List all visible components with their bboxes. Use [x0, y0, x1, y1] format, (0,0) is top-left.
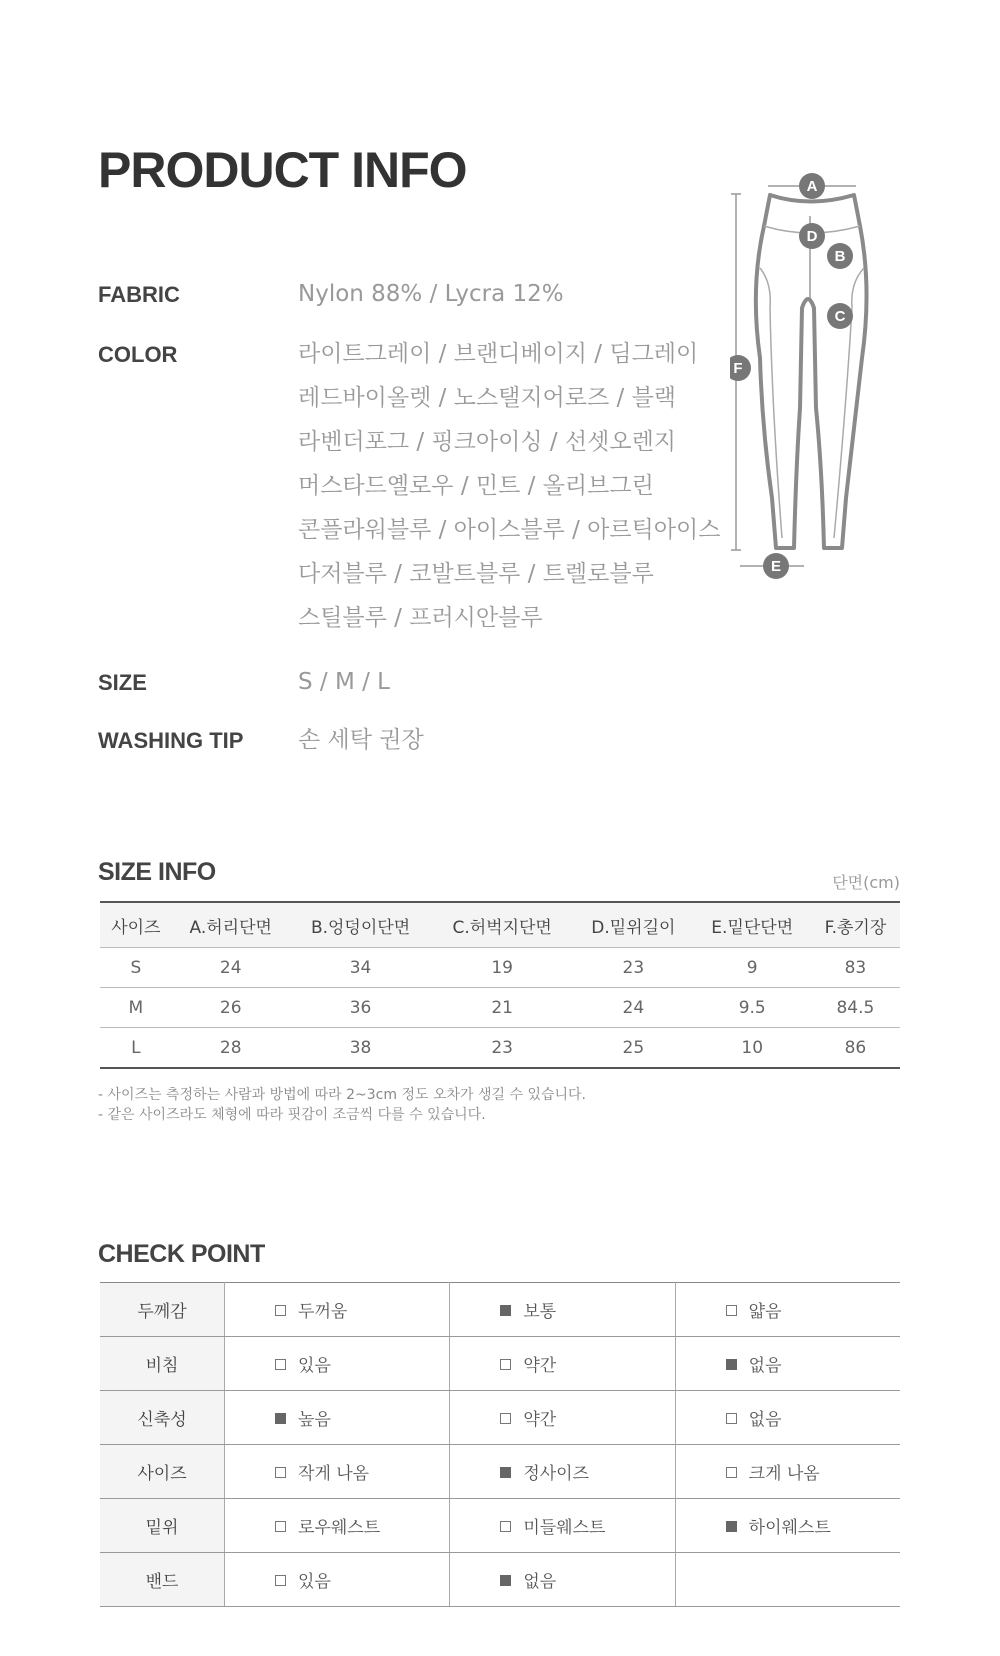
checked-box-icon — [500, 1305, 511, 1316]
leggings-diagram — [730, 168, 910, 588]
svg-text:A: A — [806, 178, 818, 195]
check-option-label: 없음 — [748, 1410, 782, 1430]
table-cell: 24 — [172, 948, 290, 988]
table-cell: L — [100, 1028, 172, 1069]
check-option-label: 로우웨스트 — [298, 1518, 381, 1538]
table-cell: 83 — [811, 948, 900, 988]
checked-box-icon — [500, 1575, 511, 1586]
check-row — [100, 1283, 900, 1337]
table-cell: 21 — [431, 988, 573, 1028]
header-cell: C.허벅지단면 — [431, 902, 573, 948]
check-option — [450, 1283, 675, 1337]
check-option — [450, 1499, 675, 1553]
table-cell: 38 — [290, 1028, 432, 1069]
check-row-label: 두께감 — [100, 1283, 225, 1337]
washing-tip-value: 손 세탁 권장 — [298, 727, 424, 753]
check-option-label: 없음 — [523, 1572, 557, 1592]
check-option-label: 보통 — [523, 1302, 557, 1322]
table-cell: 23 — [573, 948, 694, 988]
header-cell: A.허리단면 — [172, 902, 290, 948]
empty-box-icon — [500, 1359, 511, 1370]
marker-d — [799, 223, 825, 249]
header-cell: F.총기장 — [811, 902, 900, 948]
header-cell: D.밑위길이 — [573, 902, 694, 948]
table-cell: 36 — [290, 988, 432, 1028]
check-option-label: 정사이즈 — [523, 1464, 590, 1484]
marker-b — [827, 243, 853, 269]
empty-box-icon — [275, 1359, 286, 1370]
empty-box-icon — [726, 1413, 737, 1424]
size-table — [100, 901, 900, 1069]
header-cell: 사이즈 — [100, 902, 172, 948]
table-cell: 86 — [811, 1028, 900, 1069]
check-row-label: 비침 — [100, 1337, 225, 1391]
check-option — [450, 1337, 675, 1391]
check-option — [675, 1391, 900, 1445]
empty-box-icon — [275, 1521, 286, 1532]
check-option-label: 작게 나옴 — [298, 1464, 370, 1484]
table-cell: M — [100, 988, 172, 1028]
checked-box-icon — [726, 1521, 737, 1532]
color-line: 콘플라워블루 / 아이스블루 / 아르틱아이스 — [298, 517, 721, 543]
empty-box-icon — [726, 1467, 737, 1478]
svg-text:B: B — [834, 248, 846, 265]
check-row — [100, 1553, 900, 1607]
checked-box-icon — [500, 1467, 511, 1478]
check-row-label: 사이즈 — [100, 1445, 225, 1499]
check-row-label: 밑위 — [100, 1499, 225, 1553]
check-row — [100, 1445, 900, 1499]
marker-e — [763, 553, 789, 579]
washing-tip-label: WASHING TIP — [98, 728, 244, 753]
check-option — [225, 1499, 450, 1553]
check-option — [225, 1391, 450, 1445]
check-option — [675, 1553, 900, 1607]
check-row-label: 밴드 — [100, 1553, 225, 1607]
check-option-label: 높음 — [298, 1410, 331, 1430]
header-cell: E.밑단단면 — [694, 902, 811, 948]
check-option — [225, 1553, 450, 1607]
size-table-header — [100, 902, 900, 948]
table-cell: 25 — [573, 1028, 694, 1069]
marker-a — [799, 173, 825, 199]
color-line: 머스타드옐로우 / 민트 / 올리브그린 — [298, 473, 654, 499]
check-row — [100, 1337, 900, 1391]
check-point-table — [100, 1282, 900, 1607]
table-cell: 28 — [172, 1028, 290, 1069]
check-option — [450, 1391, 675, 1445]
table-cell: 9 — [694, 948, 811, 988]
color-line: 스틸블루 / 프러시안블루 — [298, 605, 543, 631]
table-row — [100, 1028, 900, 1069]
svg-text:E: E — [770, 558, 782, 575]
color-line: 레드바이올렛 / 노스탤지어로즈 / 블랙 — [298, 385, 677, 411]
check-option — [225, 1337, 450, 1391]
check-option-label: 얇음 — [748, 1302, 782, 1322]
empty-box-icon — [275, 1305, 286, 1316]
check-option-label: 크게 나옴 — [748, 1464, 820, 1484]
size-value: S / M / L — [298, 669, 390, 695]
table-cell: 34 — [290, 948, 432, 988]
table-row — [100, 948, 900, 988]
marker-f — [730, 355, 751, 381]
unit-label: 단면(cm) — [832, 873, 900, 892]
color-list — [298, 332, 720, 640]
color-line: 다저블루 / 코발트블루 / 트렐로블루 — [298, 561, 654, 587]
check-option-label: 있음 — [298, 1572, 331, 1592]
table-cell: 23 — [431, 1028, 573, 1069]
size-note: - 사이즈는 측정하는 사람과 방법에 따라 2~3cm 정도 오차가 생길 수 있습니다. — [98, 1087, 587, 1103]
empty-box-icon — [500, 1413, 511, 1424]
table-cell: 19 — [431, 948, 573, 988]
table-cell: S — [100, 948, 172, 988]
color-line: 라이트그레이 / 브랜디베이지 / 딤그레이 — [298, 341, 699, 367]
check-option-label: 두꺼움 — [298, 1302, 348, 1322]
check-option — [450, 1445, 675, 1499]
check-option-label: 있음 — [298, 1356, 331, 1376]
check-option-label: 미들웨스트 — [523, 1518, 606, 1538]
check-row — [100, 1391, 900, 1445]
empty-box-icon — [500, 1521, 511, 1532]
size-label: SIZE — [98, 670, 147, 695]
fabric-value: Nylon 88% / Lycra 12% — [298, 281, 564, 307]
size-info-title: SIZE INFO — [98, 858, 216, 886]
check-option — [675, 1445, 900, 1499]
check-option-label: 하이웨스트 — [748, 1518, 831, 1538]
check-option — [225, 1445, 450, 1499]
page-title: PRODUCT INFO — [98, 142, 467, 198]
check-option — [450, 1553, 675, 1607]
checked-box-icon — [275, 1413, 286, 1424]
color-line: 라벤더포그 / 핑크아이싱 / 선셋오렌지 — [298, 429, 677, 455]
check-option-label: 없음 — [748, 1356, 782, 1376]
check-row-label: 신축성 — [100, 1391, 225, 1445]
check-row — [100, 1499, 900, 1553]
check-option — [675, 1337, 900, 1391]
table-cell: 26 — [172, 988, 290, 1028]
svg-text:C: C — [834, 308, 846, 325]
check-option-label: 약간 — [523, 1356, 557, 1376]
empty-box-icon — [726, 1305, 737, 1316]
table-cell: 9.5 — [694, 988, 811, 1028]
check-option — [675, 1283, 900, 1337]
table-cell: 10 — [694, 1028, 811, 1069]
check-point-title: CHECK POINT — [98, 1240, 265, 1268]
table-row — [100, 988, 900, 1028]
check-option — [225, 1283, 450, 1337]
check-option — [675, 1499, 900, 1553]
table-cell: 24 — [573, 988, 694, 1028]
empty-box-icon — [275, 1467, 286, 1478]
check-option-label: 약간 — [523, 1410, 557, 1430]
checked-box-icon — [726, 1359, 737, 1370]
svg-text:D: D — [806, 228, 818, 245]
svg-text:F: F — [733, 360, 743, 377]
empty-box-icon — [275, 1575, 286, 1586]
fabric-label: FABRIC — [98, 282, 180, 307]
size-note: - 같은 사이즈라도 체형에 따라 핏감이 조금씩 다를 수 있습니다. — [98, 1107, 486, 1123]
header-cell: B.엉덩이단면 — [290, 902, 432, 948]
marker-c — [827, 303, 853, 329]
table-cell: 84.5 — [811, 988, 900, 1028]
color-label: COLOR — [98, 342, 178, 367]
